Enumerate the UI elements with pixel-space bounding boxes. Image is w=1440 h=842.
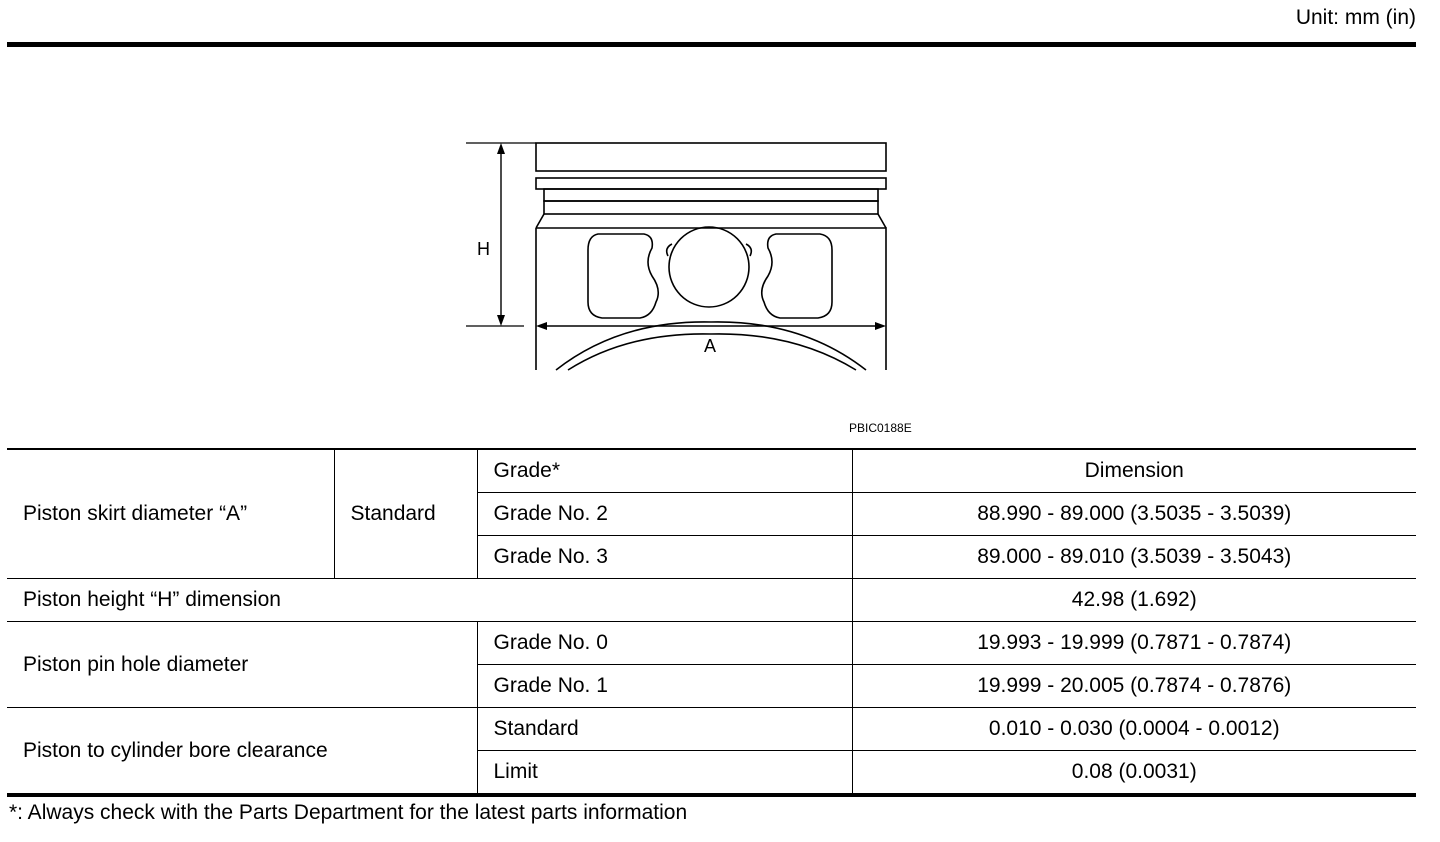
piston-ring-land bbox=[536, 178, 886, 189]
grade-cell: Standard bbox=[477, 708, 852, 751]
piston-spec-table bbox=[7, 448, 1416, 797]
value-cell: 88.990 - 89.000 (3.5035 - 3.5039) bbox=[852, 493, 1416, 536]
grade-cell: Grade No. 2 bbox=[477, 493, 852, 536]
top-rule bbox=[7, 42, 1416, 47]
row-label-skirt: Piston skirt diameter “A” bbox=[7, 449, 334, 579]
piston-diagram bbox=[450, 130, 910, 380]
label-a: A bbox=[704, 336, 717, 356]
value-cell: 42.98 (1.692) bbox=[852, 579, 1416, 622]
row-label-clearance: Piston to cylinder bore clearance bbox=[7, 708, 477, 796]
row-label-height: Piston height “H” dimension bbox=[7, 579, 852, 622]
value-cell: 89.000 - 89.010 (3.5039 - 3.5043) bbox=[852, 536, 1416, 579]
pin-hole bbox=[669, 227, 749, 307]
figure-code: PBIC0188E bbox=[849, 421, 912, 435]
grade-cell: Grade No. 3 bbox=[477, 536, 852, 579]
grade-header: Grade* bbox=[477, 449, 852, 493]
table-row bbox=[7, 708, 1416, 751]
value-cell: 19.993 - 19.999 (0.7871 - 0.7874) bbox=[852, 622, 1416, 665]
value-cell: 0.010 - 0.030 (0.0004 - 0.0012) bbox=[852, 708, 1416, 751]
grade-cell: Grade No. 1 bbox=[477, 665, 852, 708]
dimension-header: Dimension bbox=[852, 449, 1416, 493]
value-cell: 19.999 - 20.005 (0.7874 - 0.7876) bbox=[852, 665, 1416, 708]
footnote: *: Always check with the Parts Department for the latest parts information bbox=[9, 801, 688, 824]
skirt-standard-cell: Standard bbox=[334, 449, 477, 579]
grade-cell: Limit bbox=[477, 751, 852, 796]
table-row bbox=[7, 579, 1416, 622]
value-cell: 0.08 (0.0031) bbox=[852, 751, 1416, 796]
row-label-pin: Piston pin hole diameter bbox=[7, 622, 477, 708]
table-row bbox=[7, 622, 1416, 665]
grade-cell: Grade No. 0 bbox=[477, 622, 852, 665]
label-h: H bbox=[477, 239, 490, 259]
piston-crown bbox=[536, 143, 886, 171]
table-row bbox=[7, 449, 1416, 493]
unit-label: Unit: mm (in) bbox=[1295, 6, 1416, 29]
